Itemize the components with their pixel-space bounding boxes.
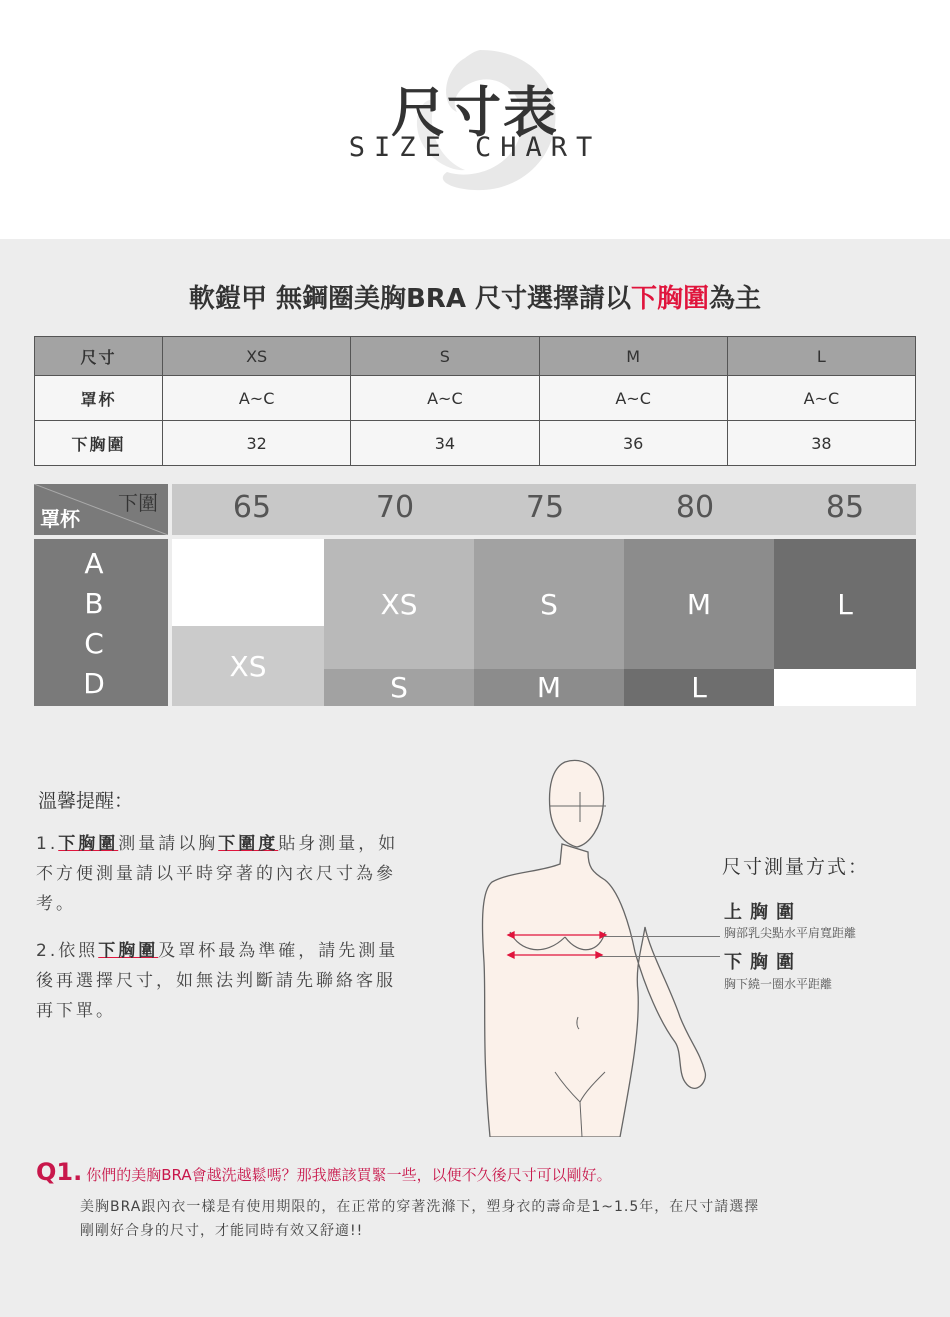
upper-bust-label: 上胸圍 <box>724 902 802 923</box>
tip-number: 2. <box>36 941 59 961</box>
cup-size-grid <box>34 484 916 706</box>
table-row <box>35 337 916 376</box>
tip-underline-text: 下胸圍 <box>58 834 119 854</box>
table-cell: 32 <box>163 421 351 466</box>
page-title: 尺寸表 <box>391 81 559 144</box>
grid-corner <box>34 484 168 535</box>
faq-answer-line: 剛剛好合身的尺寸，才能同時有效又舒適!! <box>80 1223 364 1239</box>
grid-cell: L <box>774 539 916 669</box>
faq-question-text: 你們的美胸BRA會越洗越鬆嗎？那我應該買緊一些，以便不久後尺寸可以剛好。 <box>86 1166 612 1184</box>
under-bust-label: 下胸圍 <box>724 952 802 973</box>
cup-label: D <box>83 667 105 700</box>
tip-text: 及罩杯最為準確，請先測量後再選擇尺寸，如無法判斷請先聯絡客服再下單。 <box>36 941 399 1021</box>
headline-suffix: 為主 <box>709 284 762 314</box>
table-cell: A~C <box>539 376 727 421</box>
headline-highlight: 下胸圍 <box>631 284 710 314</box>
table-cell: A~C <box>351 376 539 421</box>
faq-question <box>36 1158 612 1186</box>
grid-cell: L <box>624 669 774 706</box>
tip-text: 依照 <box>58 941 99 961</box>
tip-number: 1. <box>36 834 59 854</box>
tip-text: 測量請以胸 <box>118 834 219 854</box>
headline-text: 軟鎧甲 無鋼圈美胸BRA 尺寸選擇請以 <box>188 284 632 314</box>
table-cell: A~C <box>163 376 351 421</box>
cup-label: A <box>84 547 104 580</box>
faq-number: Q1. <box>36 1158 83 1186</box>
tips-title: 溫馨提醒： <box>38 790 134 812</box>
table-row <box>35 421 916 466</box>
grid-cell-empty <box>172 539 324 626</box>
tip-underline-text: 下胸圍 <box>98 941 159 961</box>
corner-underbust-label: 下圍 <box>118 491 158 515</box>
cup-label: B <box>84 587 104 620</box>
table-cell: 34 <box>351 421 539 466</box>
row-label: 罩杯 <box>35 376 163 421</box>
size-headline <box>0 278 950 315</box>
tip-text: 貼身測量，如不方便測量請以平時穿著的內衣尺寸為參考。 <box>36 834 399 914</box>
column-label: 80 <box>675 490 715 525</box>
grid-cell: S <box>474 539 624 669</box>
tip-item-1 <box>36 829 406 919</box>
table-header-cell: XS <box>163 337 351 376</box>
page-subtitle: SIZE CHART <box>348 132 602 163</box>
cup-label: C <box>84 627 104 660</box>
under-bust-leader-line <box>600 956 720 957</box>
table-cell: A~C <box>727 376 915 421</box>
size-table <box>34 336 916 466</box>
cup-column <box>34 539 168 706</box>
corner-cup-label: 罩杯 <box>40 507 80 531</box>
column-label: 70 <box>375 490 415 525</box>
row-label: 下胸圍 <box>35 421 163 466</box>
upper-bust-desc: 胸部乳尖點水平肩寬距離 <box>724 926 857 940</box>
column-label: 85 <box>825 490 865 525</box>
header <box>0 0 950 239</box>
grid-cell-empty <box>774 669 916 706</box>
table-header-cell: M <box>539 337 727 376</box>
measure-title: 尺寸測量方式： <box>722 856 870 878</box>
tip-underline-text: 下圍度 <box>218 834 279 854</box>
grid-column-header <box>172 484 916 535</box>
faq-answer-line: 美胸BRA跟內衣一樣是有使用期限的，在正常的穿著洗滌下，塑身衣的壽命是1~1.5年，在尺寸請選擇 <box>80 1199 760 1215</box>
column-label: 75 <box>525 490 565 525</box>
column-label: 65 <box>232 490 272 525</box>
table-header-cell: S <box>351 337 539 376</box>
table-cell: 38 <box>727 421 915 466</box>
grid-cell: M <box>474 669 624 706</box>
table-header-label: 尺寸 <box>35 337 163 376</box>
table-header-cell: L <box>727 337 915 376</box>
table-cell: 36 <box>539 421 727 466</box>
grid-cell: S <box>324 669 474 706</box>
grid-cell: XS <box>324 539 474 669</box>
grid-cell: XS <box>172 626 324 706</box>
upper-bust-leader-line <box>604 936 720 937</box>
tip-item-2 <box>36 936 406 1026</box>
grid-cell: M <box>624 539 774 669</box>
body-figure-icon <box>470 752 720 1137</box>
under-bust-desc: 胸下繞一圈水平距離 <box>724 977 833 991</box>
table-row <box>35 376 916 421</box>
